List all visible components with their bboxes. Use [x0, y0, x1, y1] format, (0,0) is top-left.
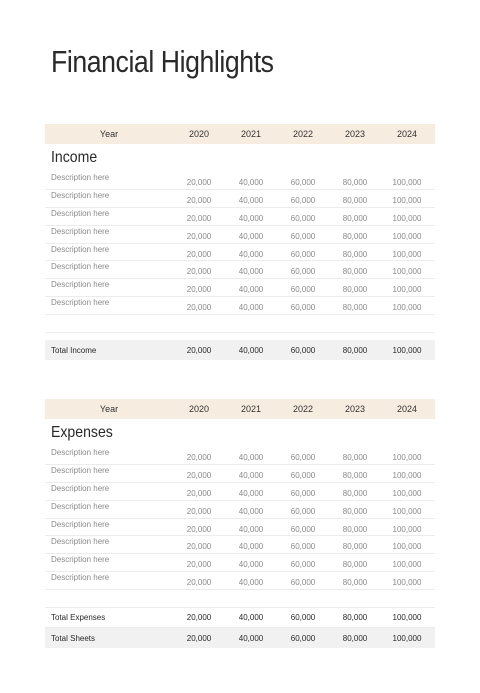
row-value: 20,000: [186, 213, 212, 223]
total-expenses-row: [45, 608, 435, 628]
row-value: 100,000: [392, 542, 422, 552]
row-value: 60,000: [290, 249, 316, 259]
row-description: Description here: [51, 465, 110, 475]
year-cell: 2023: [344, 129, 366, 139]
table-row: [45, 244, 435, 262]
row-value: 40,000: [238, 195, 264, 205]
total-value: 40,000: [238, 633, 264, 643]
row-value: 20,000: [186, 470, 212, 480]
table-row: [45, 226, 435, 244]
total-value: 60,000: [290, 345, 316, 355]
total-value: 80,000: [342, 633, 368, 643]
row-value: 80,000: [342, 488, 368, 498]
row-value: 20,000: [186, 267, 212, 277]
row-description: Description here: [51, 519, 110, 529]
table-row: [45, 572, 435, 590]
row-value: 60,000: [290, 506, 316, 516]
table-row: [45, 208, 435, 226]
row-value: 100,000: [392, 303, 422, 313]
income-section: [45, 124, 435, 360]
row-value: 80,000: [342, 213, 368, 223]
row-value: 60,000: [290, 267, 316, 277]
total-value: 40,000: [238, 345, 264, 355]
row-description: Description here: [51, 208, 110, 218]
row-value: 40,000: [238, 470, 264, 480]
expenses-section: [45, 399, 435, 648]
row-value: 80,000: [342, 303, 368, 313]
row-value: 100,000: [392, 488, 422, 498]
row-value: 80,000: [342, 542, 368, 552]
table-row: [45, 483, 435, 501]
total-value: 80,000: [342, 345, 368, 355]
row-value: 40,000: [238, 524, 264, 534]
row-value: 60,000: [290, 488, 316, 498]
row-value: 40,000: [238, 578, 264, 588]
row-value: 60,000: [290, 303, 316, 313]
row-description: Description here: [51, 298, 110, 308]
row-description: Description here: [51, 280, 110, 290]
total-value: 60,000: [290, 613, 316, 623]
row-description: Description here: [51, 573, 110, 583]
year-cell: 2022: [292, 129, 314, 139]
year-cell: 2022: [292, 404, 314, 414]
row-description: Description here: [51, 244, 110, 254]
row-value: 100,000: [392, 524, 422, 534]
year-header-row: [45, 124, 435, 144]
row-value: 20,000: [186, 560, 212, 570]
total-label: Total Sheets: [51, 633, 96, 643]
expenses-heading: Expenses: [51, 424, 113, 441]
row-value: 80,000: [342, 231, 368, 241]
row-value: 100,000: [392, 195, 422, 205]
expense-rows: [45, 447, 435, 590]
total-value: 20,000: [186, 633, 212, 643]
row-value: 20,000: [186, 524, 212, 534]
spacer-row: [45, 590, 435, 608]
total-value: 100,000: [392, 345, 422, 355]
row-value: 20,000: [186, 488, 212, 498]
table-row: [45, 297, 435, 315]
row-description: Description here: [51, 501, 110, 511]
year-cell: 2021: [240, 404, 262, 414]
row-description: Description here: [51, 172, 110, 182]
row-value: 20,000: [186, 177, 212, 187]
row-description: Description here: [51, 555, 110, 565]
row-description: Description here: [51, 226, 110, 236]
row-value: 60,000: [290, 177, 316, 187]
year-cell: 2024: [396, 404, 418, 414]
row-description: Description here: [51, 190, 110, 200]
row-value: 100,000: [392, 177, 422, 187]
row-value: 80,000: [342, 560, 368, 570]
total-value: 80,000: [342, 613, 368, 623]
row-value: 60,000: [290, 560, 316, 570]
row-value: 60,000: [290, 524, 316, 534]
row-value: 80,000: [342, 452, 368, 462]
row-value: 40,000: [238, 285, 264, 295]
total-value: 100,000: [392, 633, 422, 643]
row-value: 60,000: [290, 213, 316, 223]
row-value: 60,000: [290, 285, 316, 295]
year-header-row: [45, 399, 435, 419]
row-description: Description here: [51, 262, 110, 272]
row-value: 100,000: [392, 470, 422, 480]
total-label: Total Income: [51, 345, 97, 355]
row-value: 40,000: [238, 303, 264, 313]
year-label: Year: [99, 129, 119, 139]
row-value: 60,000: [290, 452, 316, 462]
spacer-row: [45, 315, 435, 333]
row-value: 60,000: [290, 195, 316, 205]
table-row: [45, 501, 435, 519]
table-row: [45, 261, 435, 279]
page-title: Financial Highlights: [51, 44, 274, 79]
row-value: 100,000: [392, 560, 422, 570]
total-sheets-row: [45, 628, 435, 648]
row-value: 20,000: [186, 578, 212, 588]
total-value: 100,000: [392, 613, 422, 623]
row-value: 100,000: [392, 267, 422, 277]
total-value: 20,000: [186, 345, 212, 355]
table-row: [45, 447, 435, 465]
table-row: [45, 279, 435, 297]
row-value: 40,000: [238, 267, 264, 277]
row-value: 60,000: [290, 578, 316, 588]
row-value: 60,000: [290, 470, 316, 480]
row-value: 40,000: [238, 506, 264, 516]
row-value: 20,000: [186, 452, 212, 462]
row-description: Description here: [51, 447, 110, 457]
row-value: 20,000: [186, 542, 212, 552]
year-cell: 2020: [188, 404, 210, 414]
year-cell: 2024: [396, 129, 418, 139]
row-value: 100,000: [392, 452, 422, 462]
row-value: 20,000: [186, 303, 212, 313]
row-value: 100,000: [392, 578, 422, 588]
row-description: Description here: [51, 537, 110, 547]
row-value: 80,000: [342, 506, 368, 516]
row-value: 60,000: [290, 231, 316, 241]
row-value: 60,000: [290, 542, 316, 552]
income-rows: [45, 172, 435, 315]
row-value: 80,000: [342, 470, 368, 480]
table-row: [45, 190, 435, 208]
total-value: 60,000: [290, 633, 316, 643]
row-value: 100,000: [392, 213, 422, 223]
year-cell: 2023: [344, 404, 366, 414]
row-value: 40,000: [238, 488, 264, 498]
table-row: [45, 536, 435, 554]
row-value: 40,000: [238, 452, 264, 462]
row-value: 20,000: [186, 285, 212, 295]
row-value: 40,000: [238, 231, 264, 241]
row-value: 40,000: [238, 560, 264, 570]
row-value: 20,000: [186, 506, 212, 516]
total-income-row: [45, 340, 435, 360]
year-cell: 2021: [240, 129, 262, 139]
row-value: 80,000: [342, 285, 368, 295]
row-value: 80,000: [342, 249, 368, 259]
table-row: [45, 519, 435, 537]
row-value: 80,000: [342, 195, 368, 205]
row-value: 100,000: [392, 506, 422, 516]
row-value: 20,000: [186, 249, 212, 259]
row-value: 80,000: [342, 267, 368, 277]
row-value: 20,000: [186, 231, 212, 241]
table-row: [45, 172, 435, 190]
row-value: 80,000: [342, 578, 368, 588]
row-description: Description here: [51, 483, 110, 493]
total-value: 40,000: [238, 613, 264, 623]
row-value: 80,000: [342, 177, 368, 187]
year-cell: 2020: [188, 129, 210, 139]
income-heading: Income: [51, 149, 98, 166]
table-row: [45, 554, 435, 572]
row-value: 100,000: [392, 231, 422, 241]
row-value: 100,000: [392, 249, 422, 259]
table-row: [45, 465, 435, 483]
row-value: 40,000: [238, 542, 264, 552]
row-value: 40,000: [238, 249, 264, 259]
row-value: 40,000: [238, 213, 264, 223]
total-value: 20,000: [186, 613, 212, 623]
row-value: 80,000: [342, 524, 368, 534]
row-value: 40,000: [238, 177, 264, 187]
year-label: Year: [99, 404, 119, 414]
total-label: Total Expenses: [51, 613, 106, 623]
row-value: 20,000: [186, 195, 212, 205]
row-value: 100,000: [392, 285, 422, 295]
